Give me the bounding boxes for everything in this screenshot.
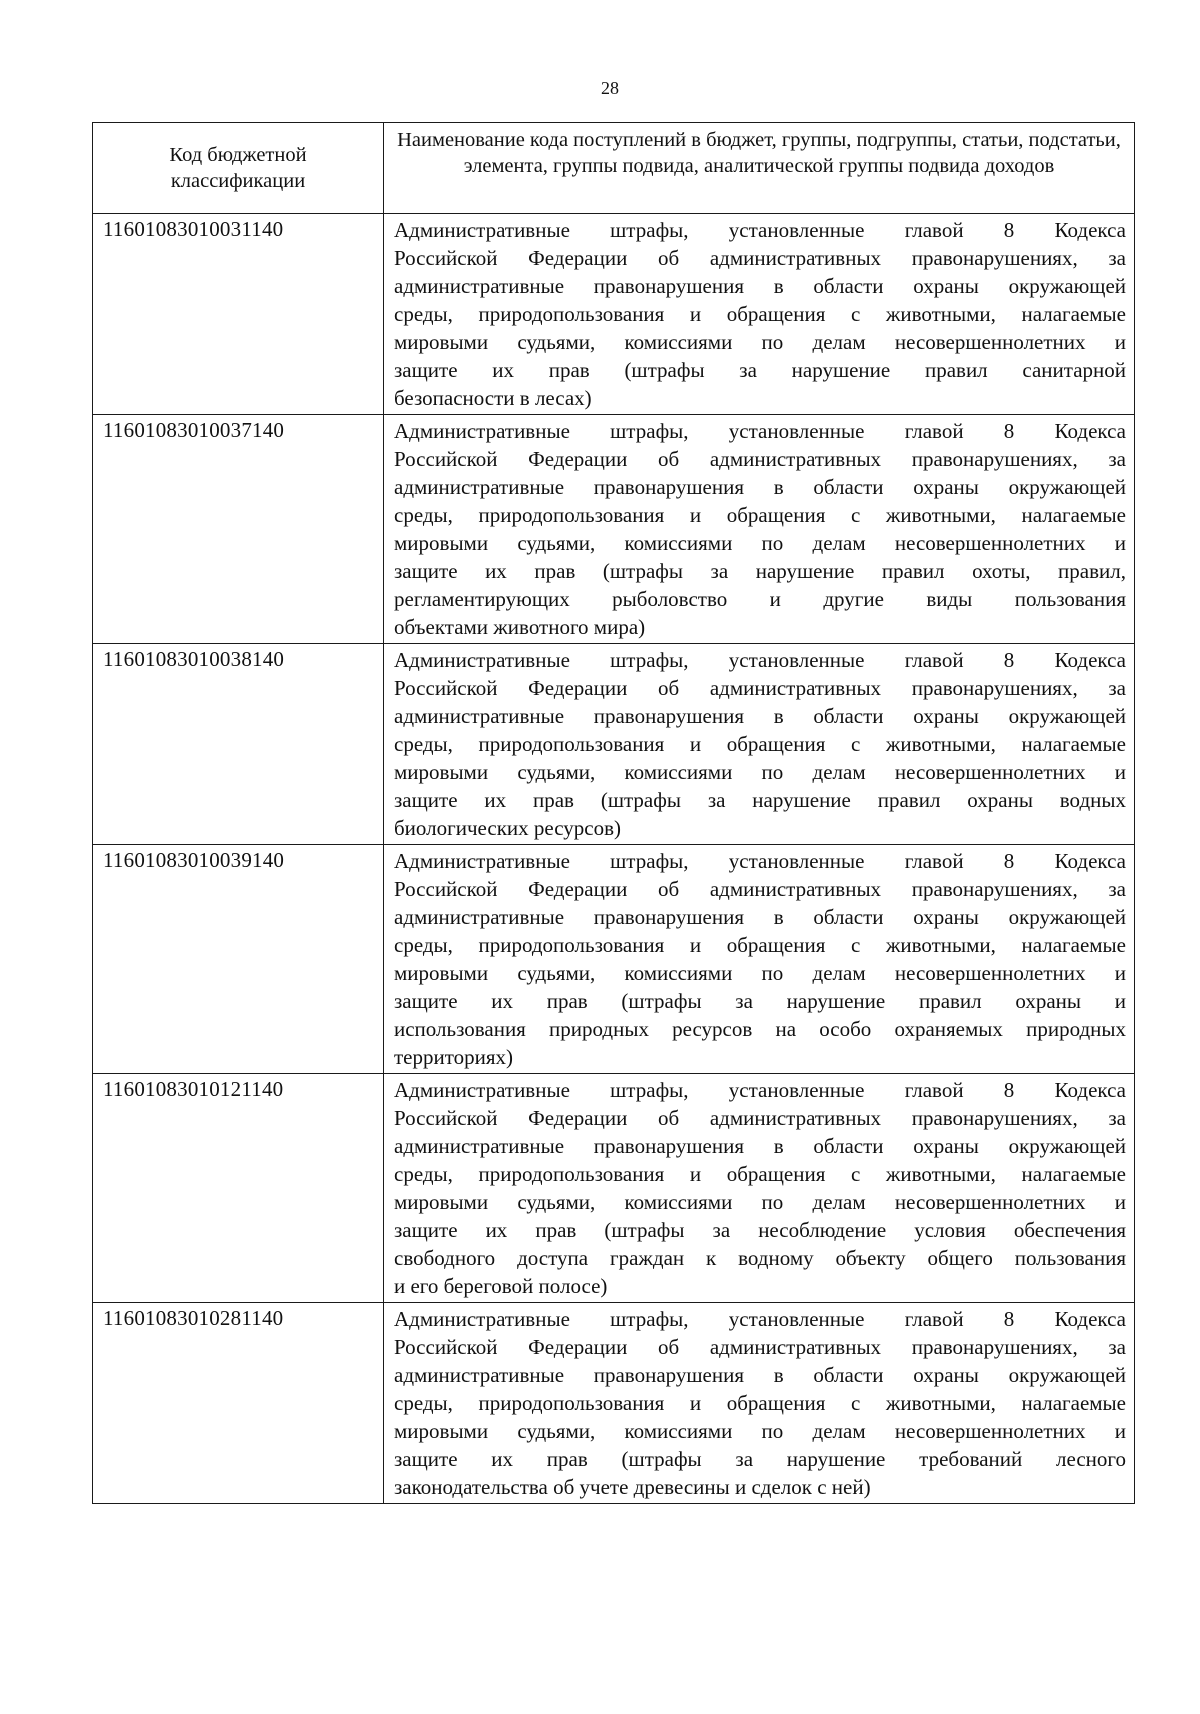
table-row xyxy=(93,1074,1135,1303)
income-description-cell xyxy=(384,845,1135,1074)
description-line: биологических ресурсов) xyxy=(394,816,622,840)
description-line: среды, природопользования и обращения с животными, налагаемые xyxy=(394,732,1126,756)
table-row xyxy=(93,214,1135,415)
description-line: среды, природопользования и обращения с животными, налагаемые xyxy=(394,302,1126,326)
description-line: административные правонарушения в области охраны окружающей xyxy=(394,475,1126,499)
description-line: административные правонарушения в области охраны окружающей xyxy=(394,1363,1126,1387)
description-line: Российской Федерации об административных правонарушениях, за xyxy=(394,246,1126,270)
budget-code-cell: 11601083010031140 xyxy=(93,214,384,415)
description-line: административные правонарушения в области охраны окружающей xyxy=(394,274,1126,298)
description-line: Российской Федерации об административных правонарушениях, за xyxy=(394,1335,1126,1359)
description-line: защите их прав (штрафы за нарушение правил охраны водных xyxy=(394,788,1126,812)
table-row xyxy=(93,845,1135,1074)
description-line: мировыми судьями, комиссиями по делам несовершеннолетних и xyxy=(394,1419,1126,1443)
description-line: защите их прав (штрафы за нарушение правил охоты, правил, xyxy=(394,559,1126,583)
budget-code-cell: 11601083010281140 xyxy=(93,1303,384,1504)
description-line: среды, природопользования и обращения с животными, налагаемые xyxy=(394,933,1126,957)
description-line: административные правонарушения в области охраны окружающей xyxy=(394,704,1126,728)
income-description-cell xyxy=(384,644,1135,845)
budget-code-cell: 11601083010038140 xyxy=(93,644,384,845)
budget-code-cell: 11601083010039140 xyxy=(93,845,384,1074)
description-line: среды, природопользования и обращения с животными, налагаемые xyxy=(394,1391,1126,1415)
income-description-cell xyxy=(384,1074,1135,1303)
header-name: Наименование кода поступлений в бюджет, группы, подгруппы, статьи, подстатьи, элемента, группы подвида, аналитической группы подвида доходов xyxy=(384,123,1135,214)
income-description-cell xyxy=(384,1303,1135,1504)
table-row xyxy=(93,1303,1135,1504)
description-line: административные правонарушения в области охраны окружающей xyxy=(394,1134,1126,1158)
description-line: Административные штрафы, установленные главой 8 Кодекса xyxy=(394,849,1126,873)
description-line: Российской Федерации об административных правонарушениях, за xyxy=(394,447,1126,471)
description-line: территориях) xyxy=(394,1045,514,1069)
description-line: Административные штрафы, установленные главой 8 Кодекса xyxy=(394,1307,1126,1331)
description-line: и его береговой полосе) xyxy=(394,1274,608,1298)
description-line: Административные штрафы, установленные главой 8 Кодекса xyxy=(394,648,1126,672)
budget-code-cell: 11601083010121140 xyxy=(93,1074,384,1303)
description-line: Административные штрафы, установленные главой 8 Кодекса xyxy=(394,218,1126,242)
description-line: Российской Федерации об административных правонарушениях, за xyxy=(394,676,1126,700)
description-line: мировыми судьями, комиссиями по делам несовершеннолетних и xyxy=(394,531,1126,555)
description-line: защите их прав (штрафы за нарушение правил охраны и xyxy=(394,989,1126,1013)
income-description-cell xyxy=(384,214,1135,415)
description-line: свободного доступа граждан к водному объекту общего пользования xyxy=(394,1246,1126,1270)
description-line: среды, природопользования и обращения с животными, налагаемые xyxy=(394,1162,1126,1186)
budget-code-cell: 11601083010037140 xyxy=(93,415,384,644)
description-line: использования природных ресурсов на особо охраняемых природных xyxy=(394,1017,1126,1041)
description-line: административные правонарушения в области охраны окружающей xyxy=(394,905,1126,929)
description-line: безопасности в лесах) xyxy=(394,386,592,410)
description-line: защите их прав (штрафы за нарушение правил санитарной xyxy=(394,358,1126,382)
table-header xyxy=(93,123,1135,214)
description-line: мировыми судьями, комиссиями по делам несовершеннолетних и xyxy=(394,1190,1126,1214)
description-line: Административные штрафы, установленные главой 8 Кодекса xyxy=(394,1078,1126,1102)
description-line: Российской Федерации об административных правонарушениях, за xyxy=(394,877,1126,901)
description-line: мировыми судьями, комиссиями по делам несовершеннолетних и xyxy=(394,961,1126,985)
income-description-cell xyxy=(384,415,1135,644)
description-line: Административные штрафы, установленные главой 8 Кодекса xyxy=(394,419,1126,443)
description-line: защите их прав (штрафы за несоблюдение условия обеспечения xyxy=(394,1218,1126,1242)
header-row xyxy=(93,123,1135,214)
header-code: Код бюджетной классификации xyxy=(93,123,384,214)
page-number: 28 xyxy=(601,78,619,98)
table-row xyxy=(93,415,1135,644)
description-line: мировыми судьями, комиссиями по делам несовершеннолетних и xyxy=(394,760,1126,784)
description-line: среды, природопользования и обращения с животными, налагаемые xyxy=(394,503,1126,527)
description-line: регламентирующих рыболовство и другие виды пользования xyxy=(394,587,1126,611)
budget-classification-table xyxy=(92,122,1135,1504)
description-line: законодательства об учете древесины и сделок с ней) xyxy=(394,1475,871,1499)
description-line: защите их прав (штрафы за нарушение требований лесного xyxy=(394,1447,1126,1471)
description-line: Российской Федерации об административных правонарушениях, за xyxy=(394,1106,1126,1130)
description-line: объектами животного мира) xyxy=(394,615,646,639)
description-line: мировыми судьями, комиссиями по делам несовершеннолетних и xyxy=(394,330,1126,354)
table-body xyxy=(93,214,1135,1504)
table-row xyxy=(93,644,1135,845)
